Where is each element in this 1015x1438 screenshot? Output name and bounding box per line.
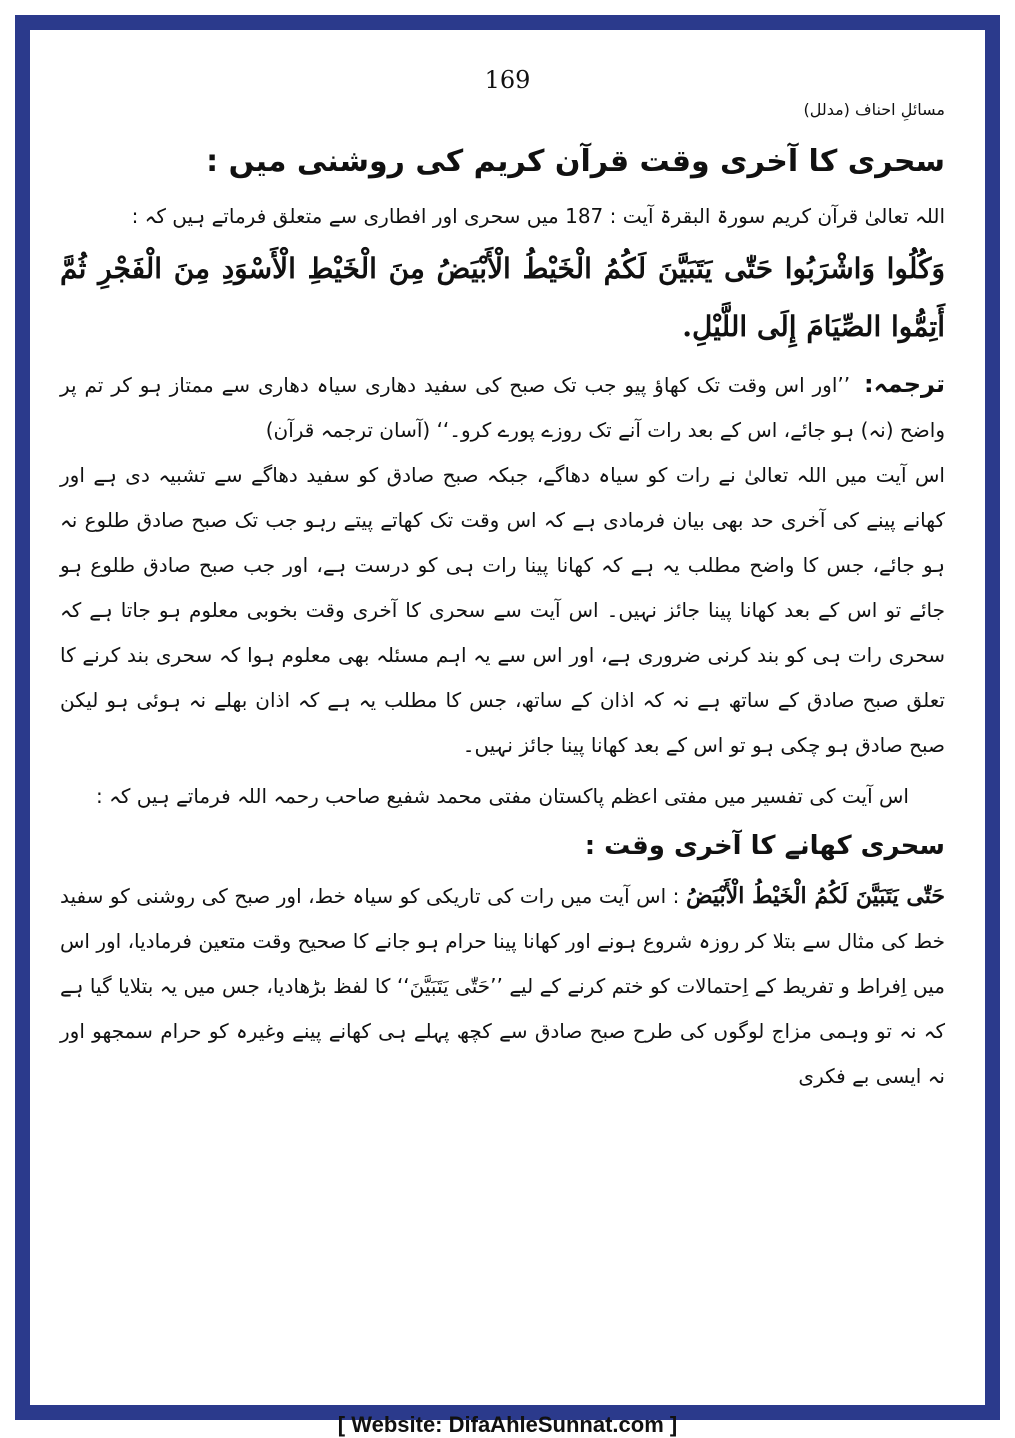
- inline-verse: حَتّٰى يَتَبَيَّنَ لَكُمُ الْخَيْطُ الْأَبْيَضُ: [685, 883, 946, 909]
- website-footer: [ Website: DifaAhleSunnat.com ]: [337, 1412, 678, 1437]
- section-heading: سحری کا آخری وقت قرآن کریم کی روشنی میں :: [206, 144, 945, 179]
- page-number: 169: [484, 66, 531, 94]
- tafsir-text: : اس آیت میں رات کی تاریکی کو سیاہ خط، اور صبح کی روشنی کو سفید خط کی مثال سے بتلا کر روزہ شروع ہونے اور کھانا پینا حرام ہو جانے کا صحیح وقت متعین فرمادیا، اور اس میں اِفراط و تفریط کے اِحتمالات کو ختم کرنے کے لیے ’’حَتّٰى يَتَبَيَّنَ‘‘ کا لفظ بڑھادیا، جس میں یہ بتلایا گیا ہے کہ نہ تو وہمی مزاج لوگوں کی طرح صبح صادق سے کچھ پہلے ہی کھانے پینے وغیرہ کو حرام سمجھو اور نہ ایسی بے فکری: [60, 884, 945, 1088]
- document-page: [30, 30, 985, 1437]
- intro-line: اللہ تعالیٰ قرآن کریم سورۃ البقرۃ آیت : 187 میں سحری اور افطاری سے متعلق فرماتے ہیں کہ :: [131, 204, 945, 228]
- translation-label: ترجمہ:: [864, 370, 945, 398]
- quran-verse: وَكُلُوا وَاشْرَبُوا حَتّٰى يَتَبَيَّنَ لَكُمُ الْخَيْطُ الْأَبْيَضُ مِنَ الْخَيْطِ الْأَسْوَدِ مِنَ الْفَجْرِ ثُمَّ أَتِمُّوا الصِّيَامَ إِلَى اللَّيْلِ.: [60, 252, 945, 343]
- tafsir-paragraph: [60, 874, 945, 1099]
- explanation-paragraph: اس آیت میں اللہ تعالیٰ نے رات کو سیاہ دھاگے، جبکہ صبح صادق کو سفید دھاگے سے تشبیہ دی ہے اور کھانے پینے کی آخری حد بھی بیان فرمادی ہے کہ اس وقت تک کھاتے پیتے رہو جب تک صبح صادق طلوع نہ ہو جائے، جس کا واضح مطلب یہ ہے کہ کھانا پینا رات ہی کو درست ہے، اور جب صبح صادق طلوع ہو جائے تو اس کے بعد کھانا پینا جائز نہیں۔ اس آیت سے سحری کا آخری وقت بخوبی معلوم ہو جاتا ہے کہ سحری رات ہی کو بند کرنی ضروری ہے، اور اس سے یہ اہم مسئلہ بھی معلوم ہوا کہ سحری بند کرنے کا تعلق صبح صادق کے ساتھ ہے نہ کہ اذان کے ساتھ، جس کا مطلب یہ ہے کہ اذان بھلے نہ ہوئی ہو لیکن صبح صادق ہو چکی ہو تو اس کے بعد کھانا پینا جائز نہیں۔: [60, 463, 945, 757]
- sub-heading: سحری کھانے کا آخری وقت :: [584, 831, 945, 861]
- tafsir-intro-line: اس آیت کی تفسیر میں مفتی اعظم پاکستان مفتی محمد شفیع صاحب رحمہ اللہ فرماتے ہیں کہ :: [96, 784, 909, 808]
- translation-text: ’’اور اس وقت تک کھاؤ پیو جب تک صبح کی سفید دھاری سیاہ دھاری سے ممتاز ہو کر تم پر واضح (نہ) ہو جائے، اس کے بعد رات آنے تک روزے پورے کرو۔‘‘ (آسان ترجمہ قرآن): [60, 373, 945, 442]
- running-head: مسائلِ احناف (مدلل): [803, 100, 945, 119]
- page-content: [60, 140, 945, 1099]
- translation-paragraph: [60, 362, 945, 453]
